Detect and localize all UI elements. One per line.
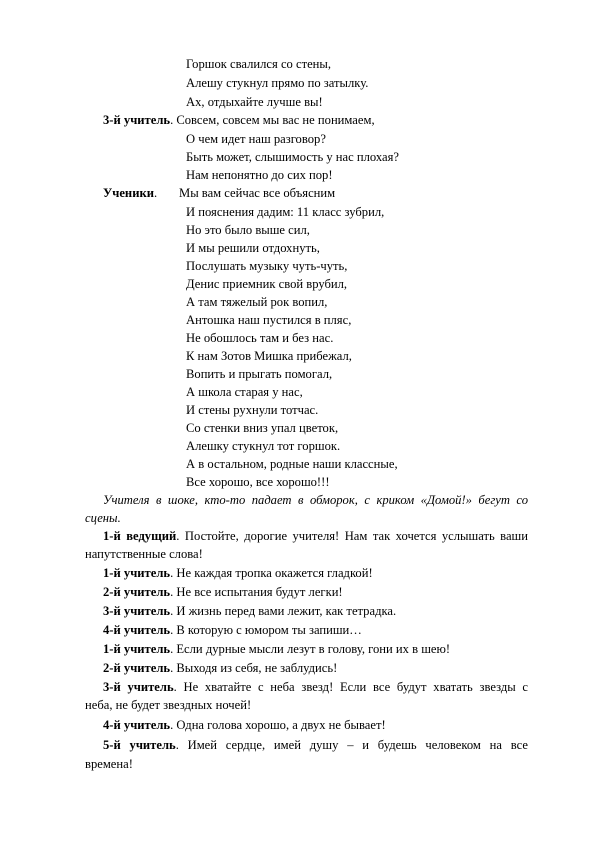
verse-line: А в остальном, родные наши классные,: [186, 457, 398, 471]
verse-line: А школа старая у нас,: [186, 385, 303, 399]
speech-text: . Имей сердце, имей душу – и будешь человеком на все: [175, 738, 528, 752]
speech-text: . Постойте, дорогие учителя! Нам так хочется услышать ваши: [176, 529, 528, 543]
speaker-line: [103, 680, 528, 695]
verse-line: Нам непонятно до сих пор!: [186, 168, 333, 182]
verse-line: К нам Зотов Мишка прибежал,: [186, 349, 352, 363]
speaker-name: 5-й учитель: [103, 738, 176, 752]
speech-text: . И жизнь перед вами лежит, как тетрадка.: [170, 604, 397, 618]
speaker-name: 3-й учитель: [103, 113, 171, 127]
stage-direction-line: сцены.: [85, 511, 121, 525]
speaker-name: 2-й учитель: [103, 585, 171, 599]
verse-line: И стены рухнули тотчас.: [186, 403, 319, 417]
speaker-line: [103, 623, 362, 638]
speaker-line: [103, 529, 528, 544]
speaker-line: [103, 604, 396, 619]
verse-line: Со стенки вниз упал цветок,: [186, 421, 339, 435]
speaker-line: [103, 566, 373, 581]
verse-line: И мы решили отдохнуть,: [186, 241, 320, 255]
speaker-name: 1-й учитель: [103, 566, 171, 580]
speaker-name: 4-й учитель: [103, 718, 171, 732]
speaker-line: [103, 661, 337, 676]
verse-line: А там тяжелый рок вопил,: [186, 295, 328, 309]
verse-line: Но это было выше сил,: [186, 223, 310, 237]
speaker-line: [103, 186, 157, 201]
verse-line: Мы вам сейчас все объясним: [179, 186, 336, 200]
verse-line: Все хорошо, все хорошо!!!: [186, 475, 330, 489]
speech-text: . Не каждая тропка окажется гладкой!: [170, 566, 373, 580]
verse-line: О чем идет наш разговор?: [186, 132, 326, 146]
speaker-name: 4-й учитель: [103, 623, 171, 637]
speaker-name: 3-й учитель: [103, 680, 174, 694]
verse-line: Ах, отдыхайте лучше вы!: [186, 95, 323, 109]
speech-text: . Не все испытания будут легки!: [170, 585, 343, 599]
speaker-name: 3-й учитель: [103, 604, 171, 618]
speaker-line: [103, 642, 450, 657]
speaker-punct: .: [153, 186, 158, 200]
speaker-line: [103, 738, 528, 753]
verse-line: Горшок свалился со стены,: [186, 57, 332, 71]
verse-line: Алешу стукнул прямо по затылку.: [186, 76, 369, 90]
verse-line: Вопить и прыгать помогал,: [186, 367, 333, 381]
verse-line: Алешку стукнул тот горшок.: [186, 439, 341, 453]
verse-line: И пояснения дадим: 11 класс зубрил,: [186, 205, 385, 219]
speech-continuation: времена!: [85, 757, 133, 771]
speaker-name: 1-й учитель: [103, 642, 171, 656]
speech-continuation: напутственные слова!: [85, 547, 203, 561]
speech-text: . Выходя из себя, не заблудись!: [170, 661, 338, 675]
speech-text: . Не хватайте с неба звезд! Если все будут хватать звезды с: [173, 680, 528, 694]
speaker-name: 1-й ведущий: [103, 529, 177, 543]
speaker-line: [103, 585, 343, 600]
speech-text: . Одна голова хорошо, а двух не бывает!: [170, 718, 386, 732]
speaker-line: [103, 113, 375, 128]
stage-direction-line: Учителя в шоке, кто-то падает в обморок, с криком «Домой!» бегут со: [103, 493, 528, 507]
verse-line: Быть может, слышимость у нас плохая?: [186, 150, 399, 164]
verse-line: Не обошлось там и без нас.: [186, 331, 334, 345]
speaker-line: [103, 718, 386, 733]
speech-text: . Если дурные мысли лезут в голову, гони их в шею!: [170, 642, 451, 656]
speech-continuation: неба, не будет звездных ночей!: [85, 698, 252, 712]
speech-text: . В которую с юмором ты запиши…: [170, 623, 362, 637]
verse-line: Антошка наш пустился в пляс,: [186, 313, 352, 327]
speaker-name: 2-й учитель: [103, 661, 171, 675]
speech-text: . Совсем, совсем мы вас не понимаем,: [170, 113, 375, 127]
speaker-name: Ученики: [103, 186, 154, 200]
verse-line: Послушать музыку чуть-чуть,: [186, 259, 348, 273]
verse-line: Денис приемник свой врубил,: [186, 277, 348, 291]
